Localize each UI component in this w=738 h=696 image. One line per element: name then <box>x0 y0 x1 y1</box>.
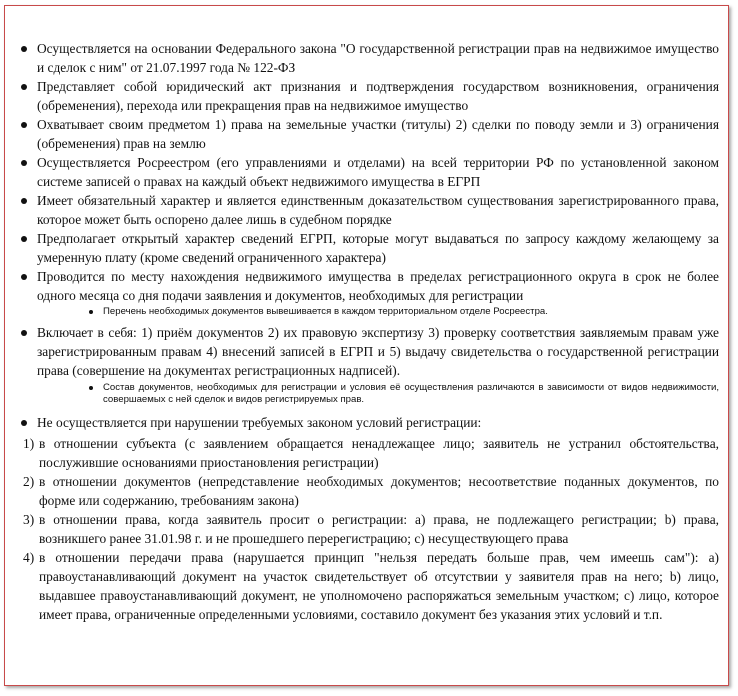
violation-number: 1) <box>23 436 35 451</box>
violation-item <box>19 548 719 624</box>
violation-item <box>19 510 719 548</box>
list-item: Включает в себя: 1) приём документов 2) их правовую экспертизу 3) проверку соответствия заявляемым правам уже зарегистрированным правам 4) внесений записей в ЕГРП и 5) выдачу свидетельства о государственной регистрации права (совершение на документах регистрационных надписей). <box>19 323 719 380</box>
violation-text: в отношении субъекта (с заявлением обращается ненадлежащее лицо; заявитель не устранил обстоятельства, послужившие основаниями приостановления регистрации) <box>39 436 719 470</box>
sub-note: Перечень необходимых документов вывешивается в каждом территориальном отделе Росреестра. <box>89 306 719 318</box>
sub-note: Состав документов, необходимых для регистрации и условия её осуществления различаются в зависимости от видов недвижимости, совершаемых с ней сделок и видов регистрируемых прав. <box>89 382 719 406</box>
violation-item <box>19 434 719 472</box>
list-item: Представляет собой юридический акт признания и подтверждения государством возникновения, ограничения (обременения), перехода или прекращения прав на недвижимое имущество <box>19 77 719 115</box>
violation-number: 3) <box>23 512 35 527</box>
violation-number: 2) <box>23 474 35 489</box>
list-item: Осуществляется на основании Федерального закона "О государственной регистрации прав на недвижимое имущество и сделок с ним" от 21.07.1997 года № 122-ФЗ <box>19 39 719 77</box>
document-frame <box>4 5 729 686</box>
violation-text: в отношении документов (непредставление необходимых документов; несоответствие поданных документов, по форме или содержанию, требованиям закона) <box>39 474 719 508</box>
list-item: Проводится по месту нахождения недвижимого имущества в пределах регистрационного округа в срок не более одного месяца со дня подачи заявления и документов, необходимых для регистрации <box>19 267 719 305</box>
list-item: Предполагает открытый характер сведений ЕГРП, которые могут выдаваться по запросу каждому желающему за умеренную плату (кроме сведений ограниченного характера) <box>19 229 719 267</box>
violation-text: в отношении передачи права (нарушается принцип "нельзя передать больше прав, чем имеешь сам"): а) правоустанавливающий документ на участок свидетельствует об отсутствии у заявителя прав на него; b) лицо, выдавшее правоустанавливающий документ, не уполномочено распоряжаться земельным участком; с) лицо, которое имеет права, ограниченные определенными условиями, составило документ без указания этих условий и т.п. <box>39 550 719 622</box>
list-item: Охватывает своим предметом 1) права на земельные участки (титулы) 2) сделки по поводу земли и 3) ограничения (обременения) прав на землю <box>19 115 719 153</box>
violation-number: 4) <box>23 550 35 565</box>
list-item: Осуществляется Росреестром (его управлениями и отделами) на всей территории РФ по установленной законом системе записей о правах на каждый объект недвижимого имущества в ЕГРП <box>19 153 719 191</box>
list-item: Имеет обязательный характер и является единственным доказательством существования зарегистрированного права, которое может быть оспорено далее лишь в судебном порядке <box>19 191 719 229</box>
violation-text: в отношении права, когда заявитель просит о регистрации: а) права, не подлежащего регистрации; b) права, возникшего ранее 31.01.98 г. и не прошедшего перерегистрацию; с) несуществующего права <box>39 512 719 546</box>
violation-item <box>19 472 719 510</box>
list-item: Не осуществляется при нарушении требуемых законом условий регистрации: <box>19 413 719 432</box>
document-body <box>19 39 719 624</box>
